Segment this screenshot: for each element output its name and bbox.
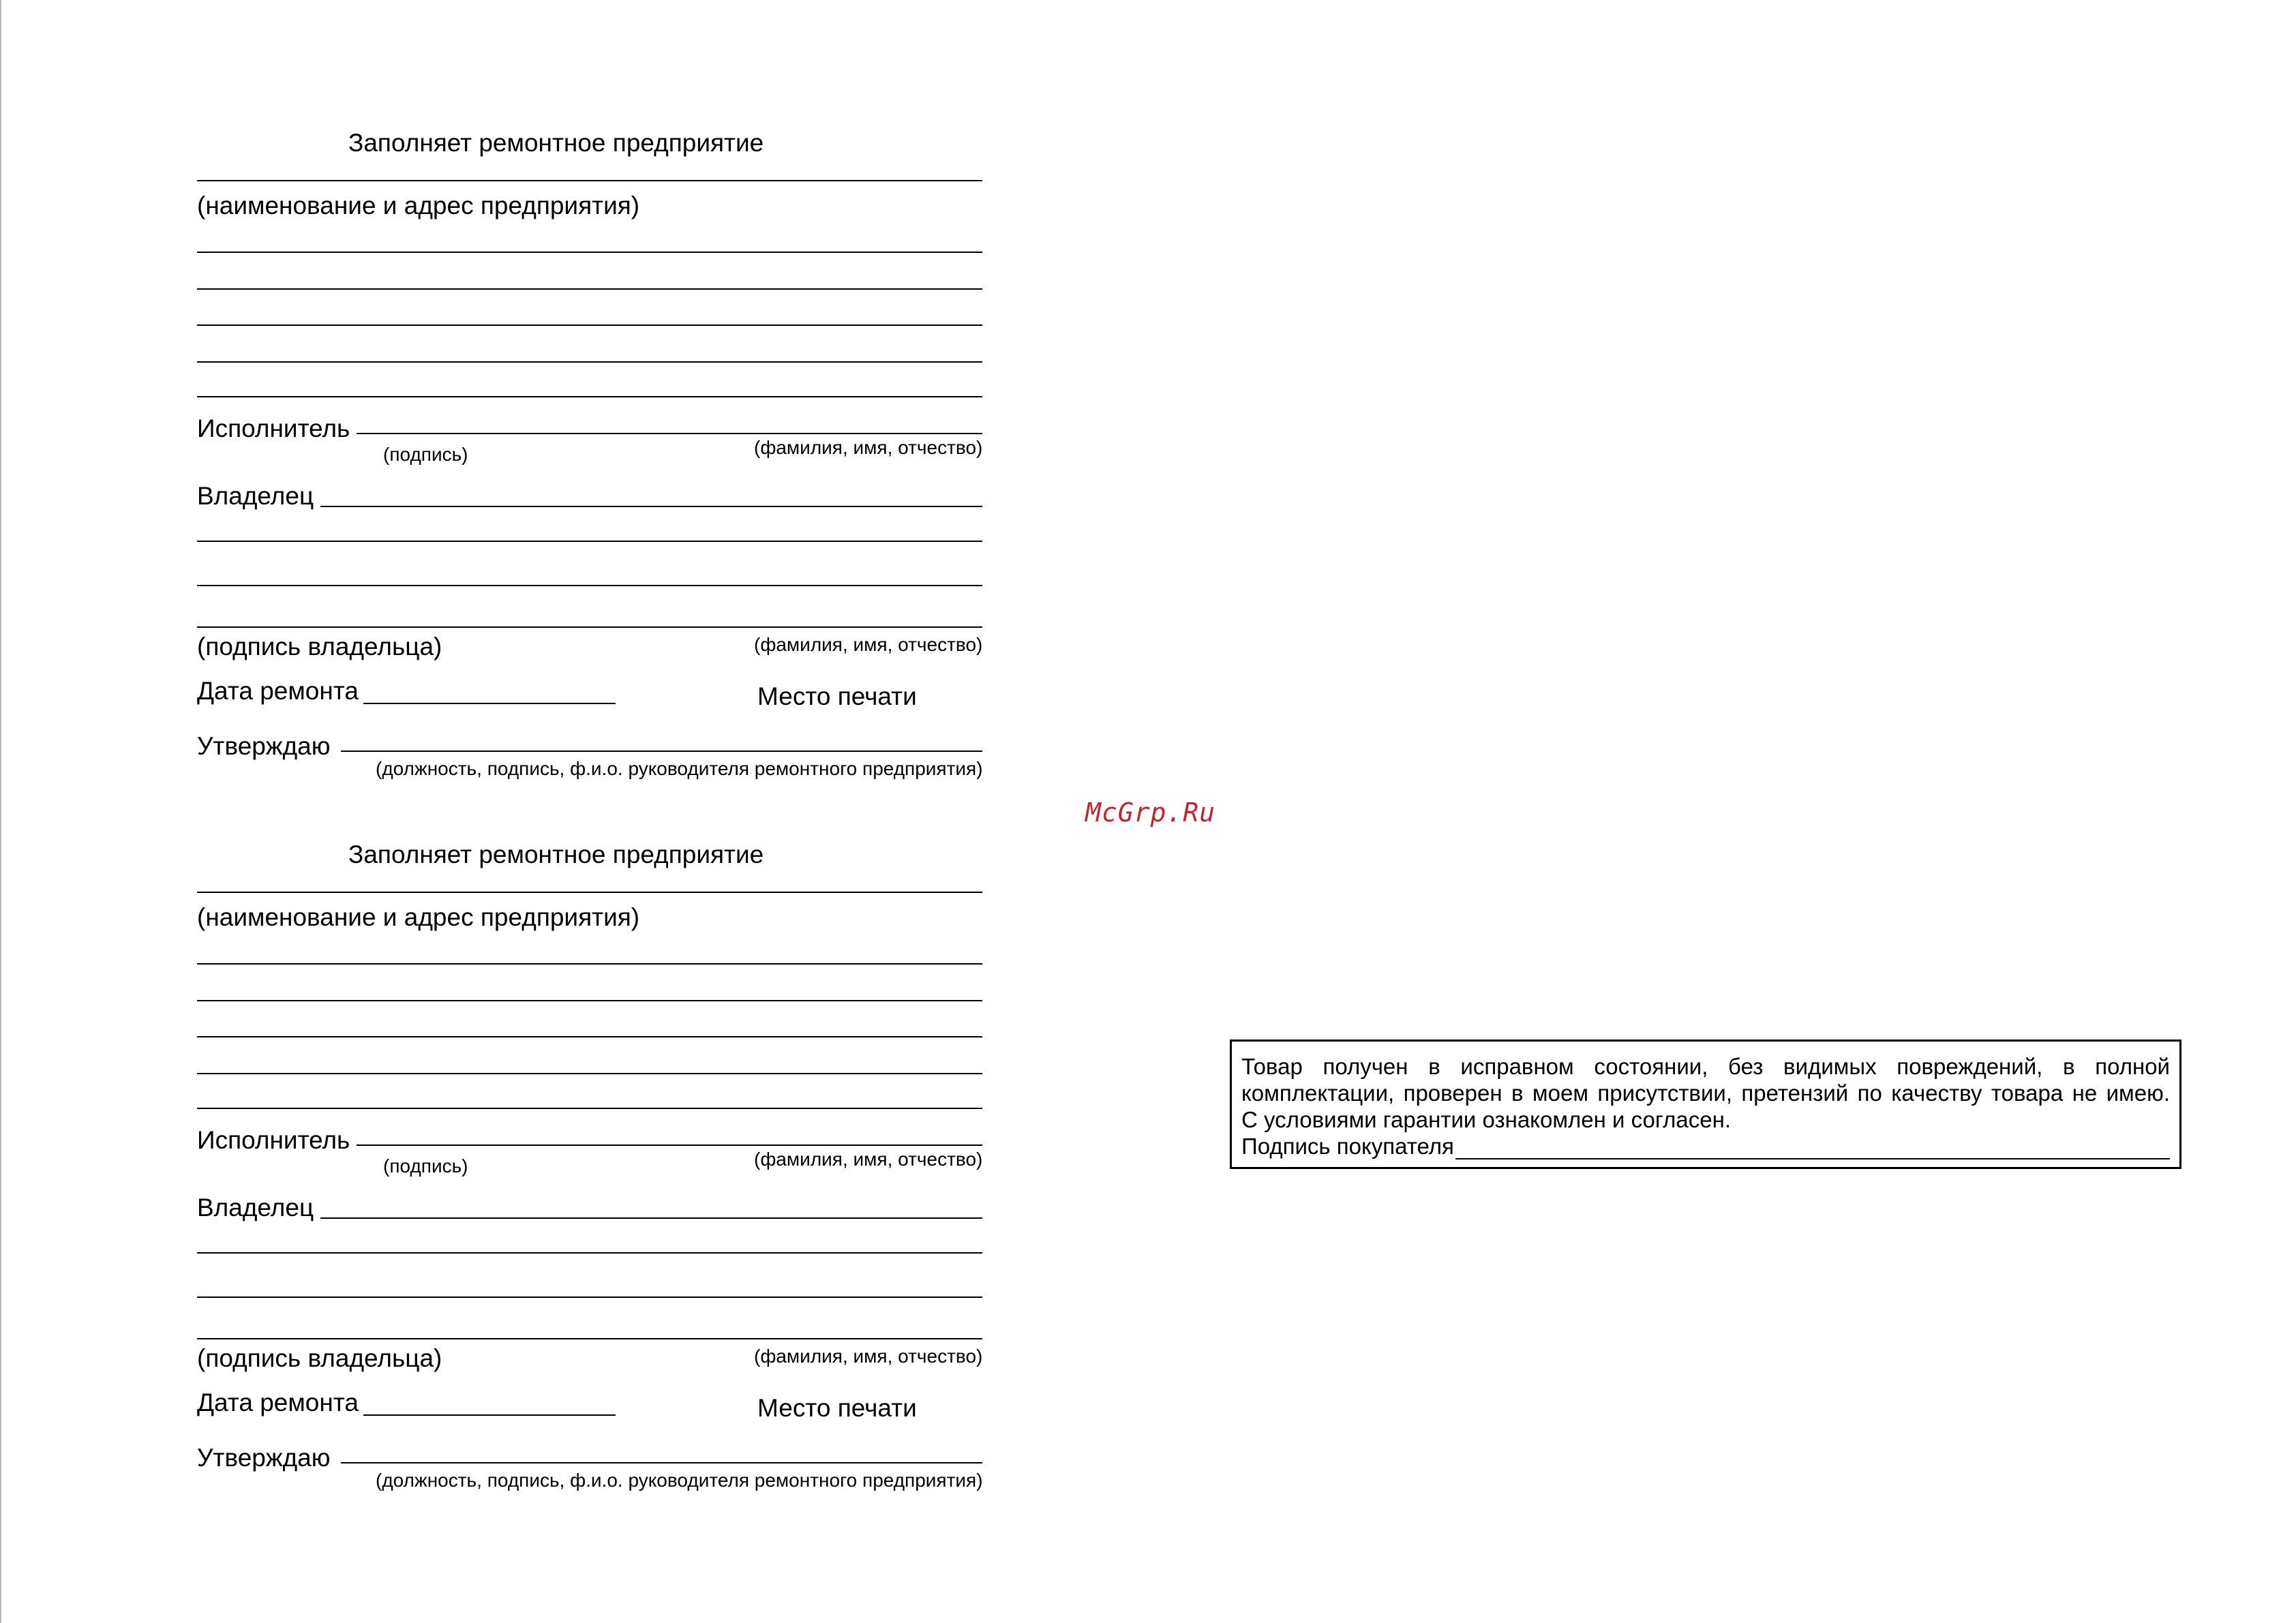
executor-field[interactable]: [357, 1144, 982, 1146]
enterprise-address-line-4[interactable]: [197, 1073, 982, 1074]
executor-name-caption: (фамилия, имя, отчество): [754, 437, 983, 458]
owner-name-caption: (фамилия, имя, отчество): [754, 1346, 983, 1367]
owner-field[interactable]: [320, 506, 982, 507]
enterprise-address-line-1[interactable]: [197, 252, 982, 253]
enterprise-address-line-5[interactable]: [197, 1108, 982, 1109]
buyer-signature-field[interactable]: [1455, 1138, 2170, 1159]
owner-line-3[interactable]: [197, 1296, 982, 1298]
owner-label: Владелец: [197, 482, 314, 510]
receipt-line-2: комплектации, проверен в моем присутствии, претензий по качеству товара не имею.: [1241, 1080, 2170, 1106]
enterprise-caption: (наименование и адрес предприятия): [197, 903, 640, 931]
executor-label: Исполнитель: [197, 1126, 350, 1154]
approve-label: Утверждаю: [197, 732, 331, 760]
watermark: McGrp.Ru: [1085, 798, 1216, 828]
form-header: Заполняет ремонтное предприятие: [348, 840, 764, 868]
buyer-signature-label: Подпись покупателя: [1241, 1134, 1454, 1159]
receipt-line-1: Товар получен в исправном состоянии, без видимых повреждений, в полной: [1241, 1054, 2170, 1079]
owner-line-2[interactable]: [197, 1252, 982, 1254]
owner-signature-caption: (подпись владельца): [197, 633, 442, 661]
buyer-signature-row: [1241, 1133, 2170, 1159]
approve-label: Утверждаю: [197, 1444, 331, 1472]
receipt-line-3: С условиями гарантии ознакомлен и согласен.: [1241, 1107, 1732, 1132]
enterprise-address-line-3[interactable]: [197, 324, 982, 326]
enterprise-address-line-2[interactable]: [197, 1000, 982, 1001]
repair-date-label: Дата ремонта: [197, 677, 359, 705]
owner-line-4[interactable]: [197, 1338, 982, 1339]
approve-caption: (должность, подпись, ф.и.о. руководителя ремонтного предприятия): [376, 758, 983, 779]
executor-name-caption: (фамилия, имя, отчество): [754, 1149, 983, 1170]
executor-label: Исполнитель: [197, 414, 350, 442]
owner-line-3[interactable]: [197, 585, 982, 586]
owner-signature-caption: (подпись владельца): [197, 1344, 442, 1372]
stamp-place: Место печати: [757, 682, 917, 710]
owner-name-caption: (фамилия, имя, отчество): [754, 634, 983, 655]
owner-field[interactable]: [320, 1217, 982, 1219]
repair-date-label: Дата ремонта: [197, 1389, 359, 1416]
executor-field[interactable]: [357, 433, 982, 434]
repair-date-field[interactable]: [363, 703, 616, 704]
approve-field[interactable]: [341, 1462, 982, 1463]
repair-date-field[interactable]: [363, 1414, 616, 1416]
enterprise-name-line[interactable]: [197, 180, 982, 181]
enterprise-address-line-3[interactable]: [197, 1036, 982, 1037]
executor-signature-caption: (подпись): [383, 444, 468, 465]
enterprise-address-line-1[interactable]: [197, 963, 982, 965]
approve-caption: (должность, подпись, ф.и.о. руководителя ремонтного предприятия): [376, 1470, 983, 1491]
stamp-place: Место печати: [757, 1394, 917, 1422]
receipt-box: [1230, 1040, 2181, 1169]
enterprise-name-line[interactable]: [197, 892, 982, 893]
enterprise-caption: (наименование и адрес предприятия): [197, 192, 640, 219]
repair-form-1: [0, 0, 2296, 779]
owner-label: Владелец: [197, 1194, 314, 1222]
enterprise-address-line-4[interactable]: [197, 361, 982, 363]
executor-signature-caption: (подпись): [383, 1155, 468, 1177]
enterprise-address-line-5[interactable]: [197, 396, 982, 397]
enterprise-address-line-2[interactable]: [197, 288, 982, 290]
owner-line-4[interactable]: [197, 626, 982, 628]
form-header: Заполняет ремонтное предприятие: [348, 129, 764, 157]
owner-line-2[interactable]: [197, 541, 982, 542]
